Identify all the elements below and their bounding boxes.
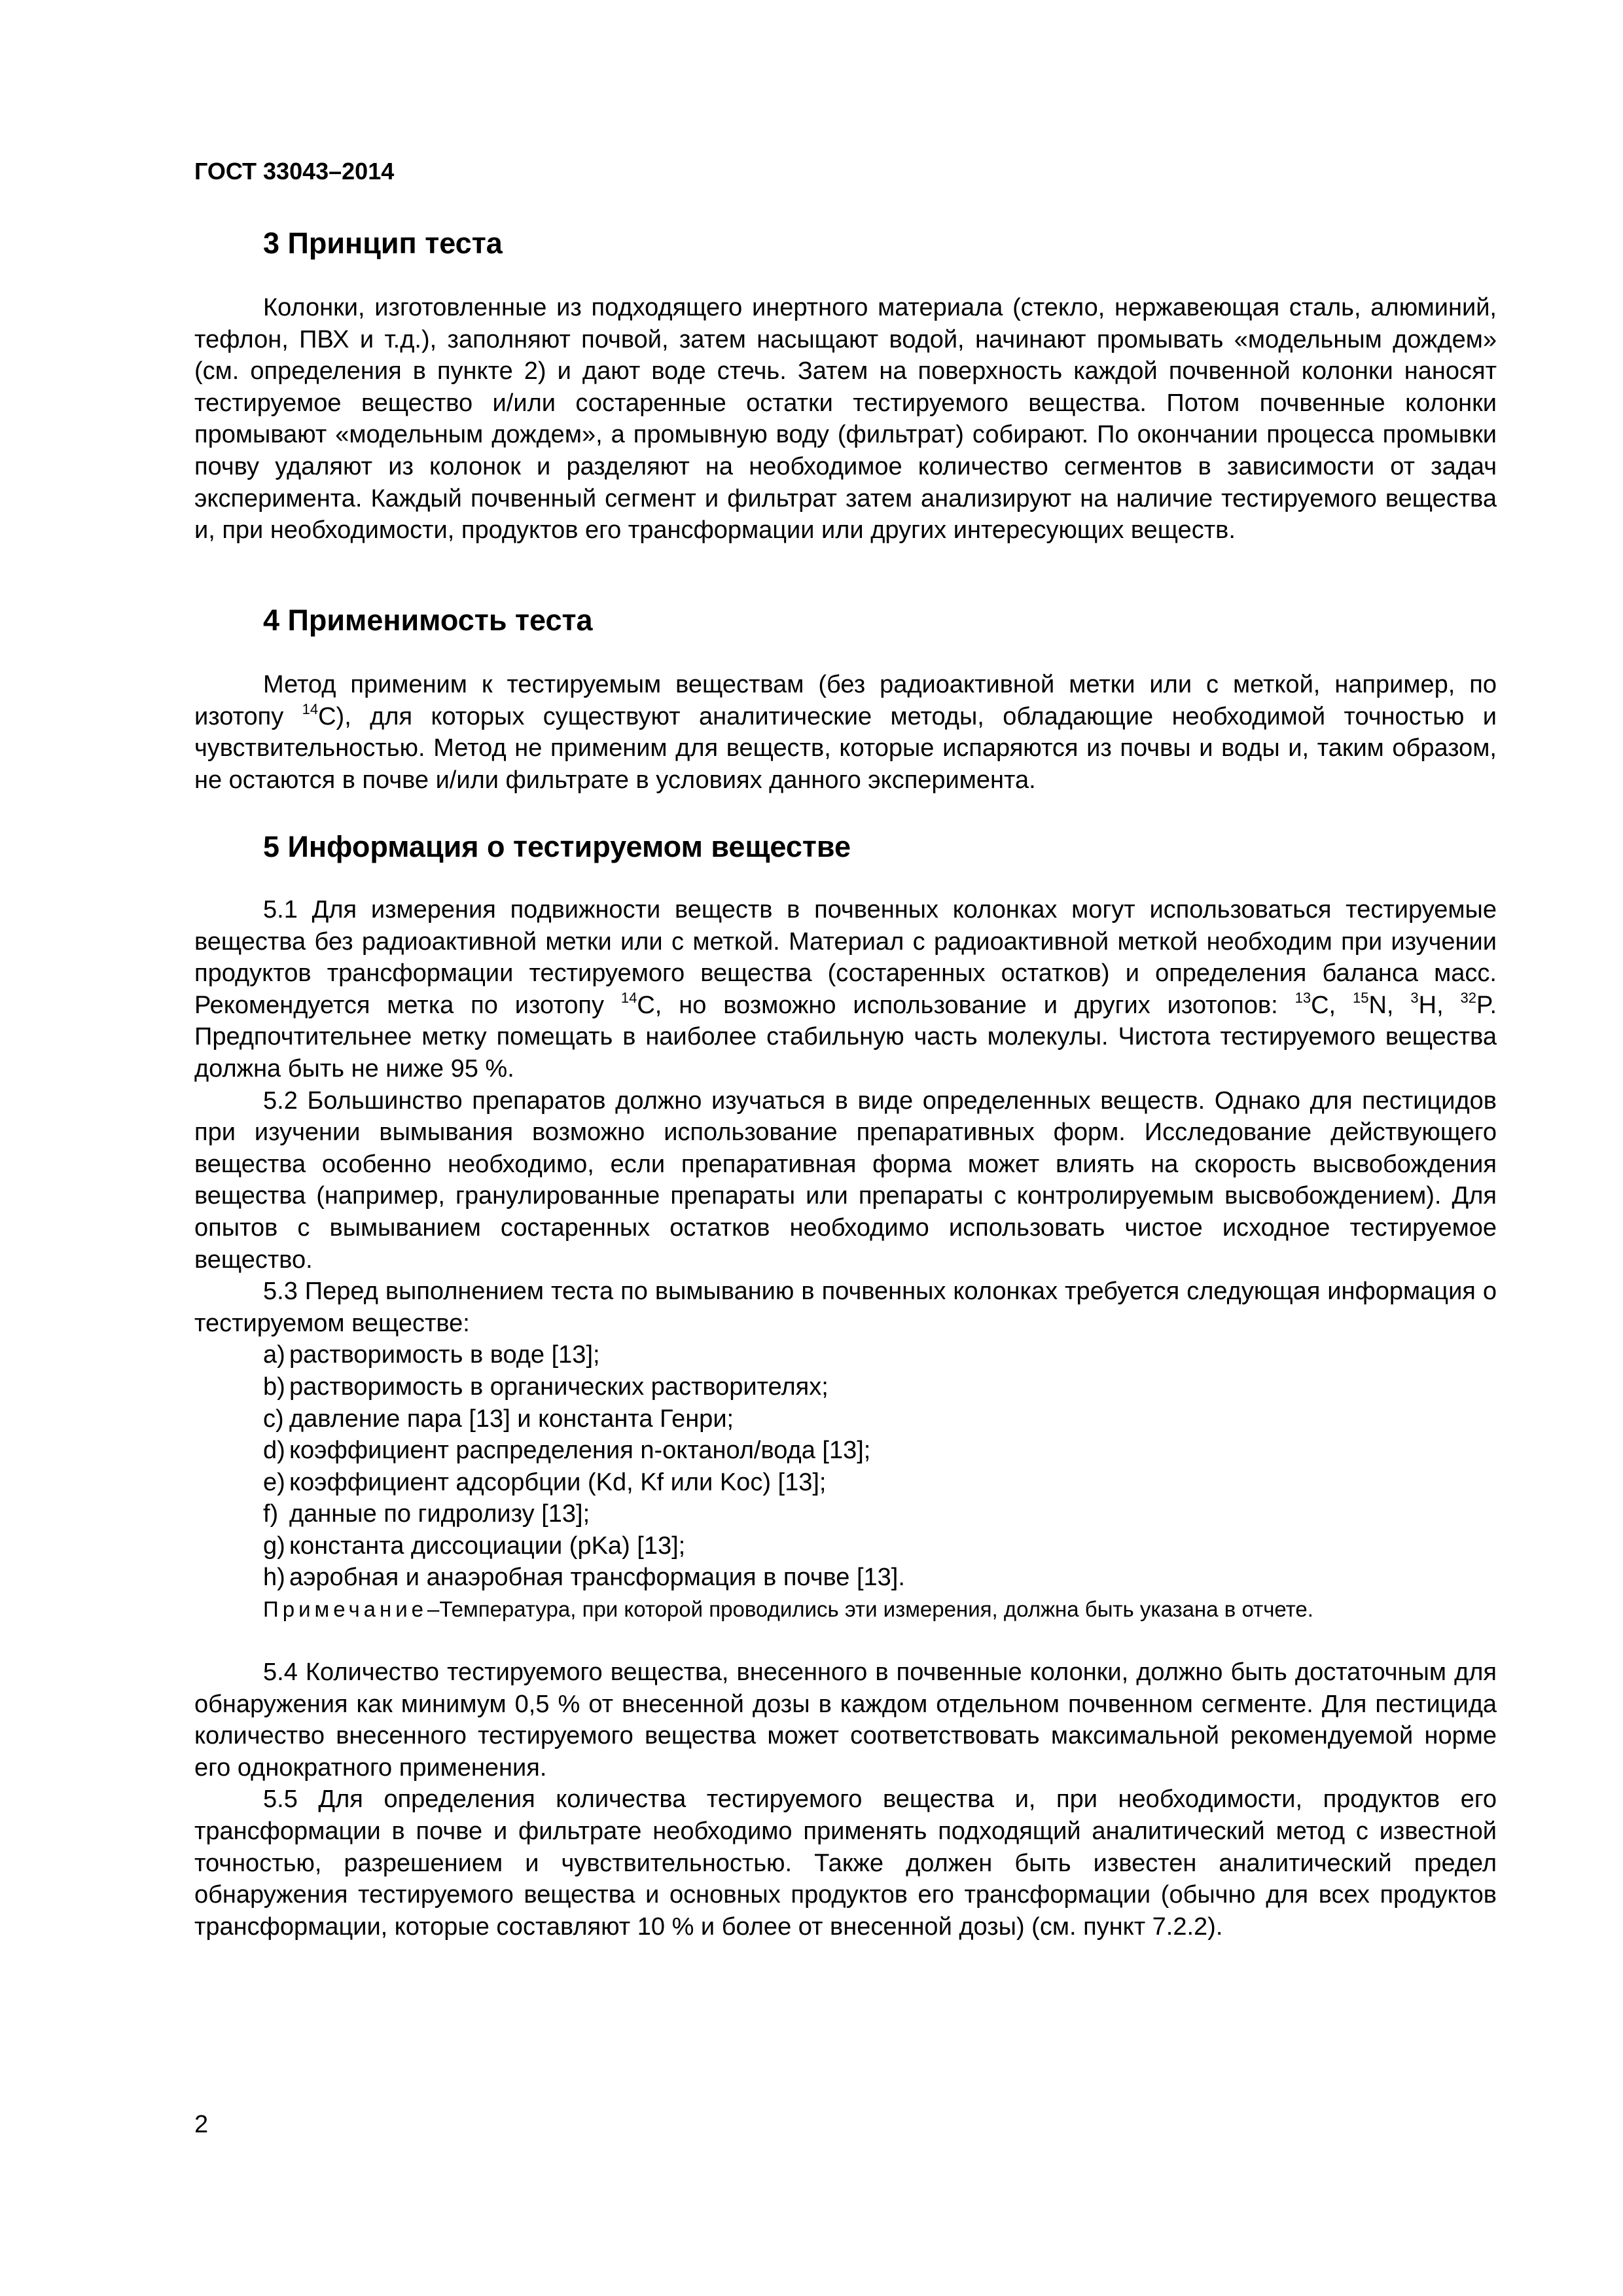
page-number: 2 [194, 2111, 209, 2138]
section-3-body [194, 292, 1497, 547]
list-item: h) аэробная и анаэробная трансформация в почве [13]. [263, 1564, 905, 1592]
list-item: e) коэффициент адсорбции (Kd, Kf или Koc) [13]; [263, 1468, 827, 1496]
list-item: a) растворимость в воде [13]; [263, 1341, 600, 1369]
paragraph-5-4: 5.4 Количество тестируемого вещества, внесенного в почвенные колонки, должно быть достаточным для обнаружения как минимум 0,5 % от внесенной дозы в каждом отдельном почвенном сегменте. Для пестицида количество внесенного тестируемого вещества может соответствовать максимальной рекомендуемой норме его однократного применения. [194, 1659, 1497, 1782]
section-4-body [194, 669, 1497, 796]
section-3-heading: 3 Принцип теста [263, 226, 503, 260]
section-4-paragraph: Метод применим к тестируемым веществам (без радиоактивной метки или с меткой, например, по изотопу $^{14}$С), для которых существуют аналитические методы, обладающие необходимой точностью и чувствительностью. Метод не применим для веществ, которые испаряются из почвы и воды и, таким образом, не остаются в почве и/или фильтрате в условиях данного эксперимента. [194, 671, 1497, 794]
section-5-body [194, 894, 1497, 1943]
paragraph-5-1: 5.1 Для измерения подвижности веществ в почвенных колонках могут использоваться тестируемые вещества без радиоактивной метки или с меткой. Материал с радиоактивной меткой необходим при изучении продуктов трансформации тестируемого вещества (состаренных остатков) и определения баланса масс. Рекомендуется метка по изотопу $^{14}$С, но возможно использование и других изотопов: $^{13}$С, $^{15}$N, $^3$H, $^{32}$P. Предпочтительнее метку помещать в наиболее стабильную часть молекулы. Чистота тестируемого вещества должна быть не ниже 95 %. [194, 896, 1497, 1083]
list-item: c) давление пара [13] и константа Генри; [263, 1405, 734, 1433]
note [263, 1594, 1497, 1625]
isotope-superscript: 14 [302, 700, 319, 717]
list-item: g) константа диссоциации (pKa) [13]; [263, 1532, 686, 1560]
note-text: –Температура, при которой проводились эти измерения, должна быть указана в отчете. [427, 1597, 1313, 1622]
list-item: d) коэффициент распределения n-октанол/вода [13]; [263, 1437, 871, 1465]
info-list [194, 1339, 1497, 1594]
section-3-paragraph: Колонки, изготовленные из подходящего инертного материала (стекло, нержавеющая сталь, алюминий, тефлон, ПВХ и т.д.), заполняют почвой, затем насыщают водой, начинают промывать «модельным дождем» (см. определения в пункте 2) и дают воде стечь. Затем на поверхность каждой почвенной колонки наносят тестируемое вещество и/или состаренные остатки тестируемого вещества. Потом почвенные колонки промывают «модельным дождем», а промывную воду (фильтрат) собирают. По окончании процесса промывки почву удаляют из колонок и разделяют на необходимое количество сегментов в зависимости от задач эксперимента. Каждый почвенный сегмент и фильтрат затем анализируют на наличие тестируемого вещества и, при необходимости, продуктов его трансформации или других интересующих веществ. [194, 294, 1497, 545]
standard-code: ГОСТ 33043–2014 [194, 158, 395, 185]
list-item: f) данные по гидролизу [13]; [263, 1500, 590, 1528]
section-5-heading: 5 Информация о тестируемом веществе [263, 830, 851, 863]
list-item: b) растворимость в органических растворителях; [263, 1372, 829, 1401]
paragraph-5-3: 5.3 Перед выполнением теста по вымыванию в почвенных колонках требуется следующая информация о тестируемом веществе: [194, 1278, 1497, 1337]
section-4-heading: 4 Применимость теста [263, 603, 593, 637]
paragraph-5-2: 5.2 Большинство препаратов должно изучаться в виде определенных веществ. Однако для пестицидов при изучении вымывания возможно использование препаративных форм. Исследование действующего вещества особенно необходимо, если препаративная форма может влиять на скорость высвобождения вещества (например, гранулированные препараты или препараты с контролируемым высвобождением). Для опытов с вымыванием состаренных остатков необходимо использовать чистое исходное тестируемое вещество. [194, 1086, 1497, 1274]
paragraph-5-5: 5.5 Для определения количества тестируемого вещества и, при необходимости, продуктов его трансформации в почве и фильтрате необходимо применять подходящий аналитический метод с известной точностью, разрешением и чувствительностью. Также должен быть известен аналитический предел обнаружения тестируемого вещества и основных продуктов его трансформации (обычно для всех продуктов трансформации, которые составляют 10 % и более от внесенной дозы) (см. пункт 7.2.2). [194, 1785, 1497, 1941]
note-label: Примечание [263, 1597, 428, 1622]
